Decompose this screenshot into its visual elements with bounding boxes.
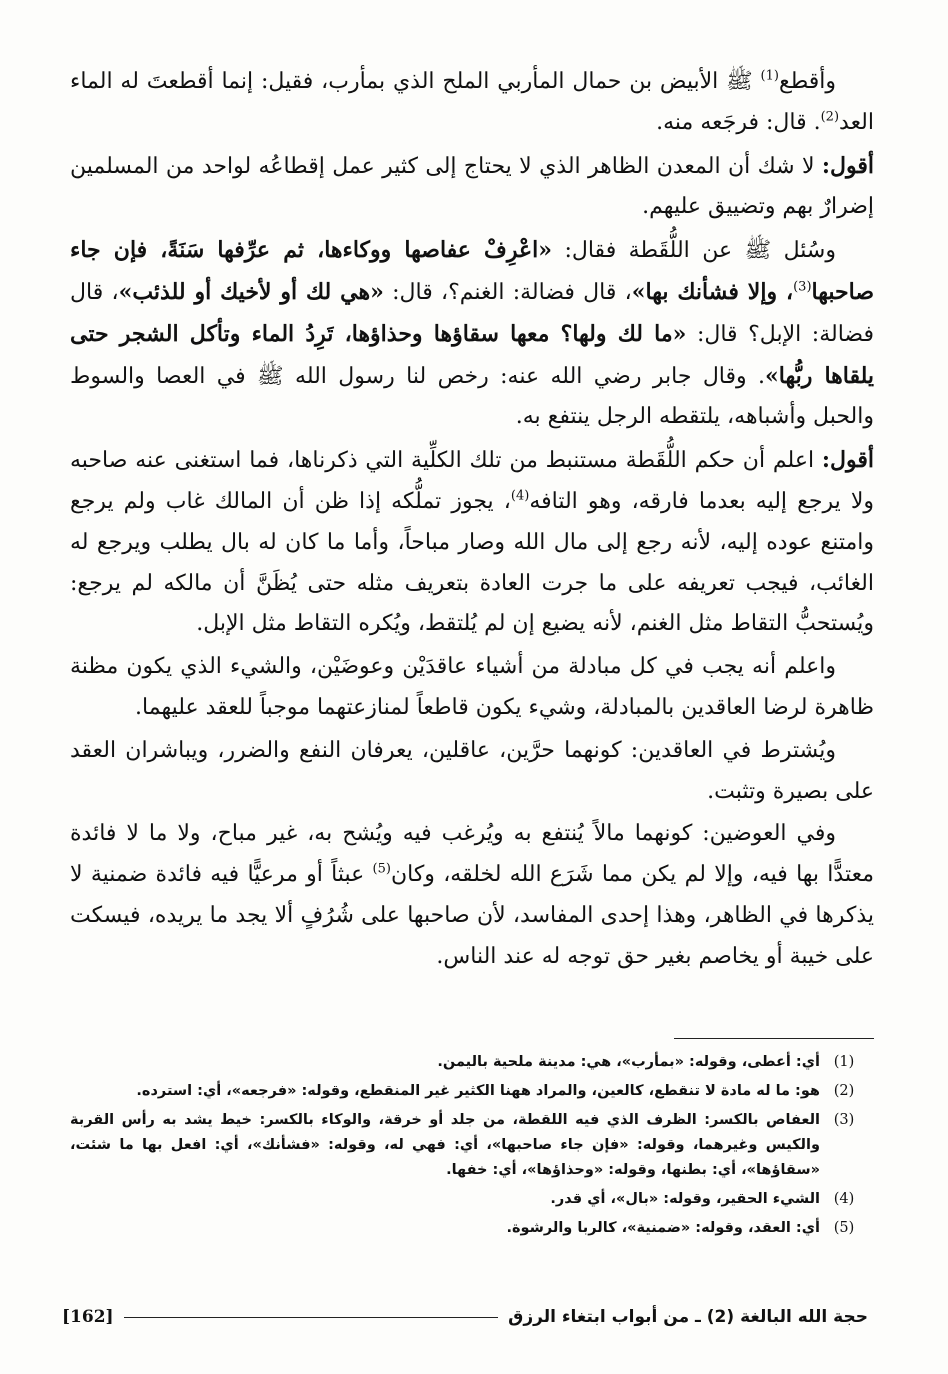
text-run: وأقطع bbox=[778, 69, 836, 94]
text-run: . وقال جابر رضي الله عنه: رخص لنا رسول الله ﷺ في العصا والسوط والحبل وأشباهه، يلتقطه الرجل ينتفع به. bbox=[70, 363, 874, 430]
text-run: ﷺ الأبيض بن حمال المأربي الملح الذي بمأرب، فقيل: إنما أقطعتَ له الماء العد bbox=[70, 69, 874, 135]
footnote-marker: (2) bbox=[820, 109, 840, 125]
footnote-item bbox=[70, 1108, 868, 1183]
text-run: اعلم أن حكم اللُّقَطة مستنبط من تلك الكلِّية التي ذكرناها، فما استغنى عنه صاحبه ولا يرجع إليه بعدما فارقه، وهو التافه bbox=[70, 448, 874, 514]
text-run: وسُئل ﷺ عن اللُّقَطة فقال: bbox=[551, 238, 836, 264]
footnote-number: (4) bbox=[833, 1191, 855, 1207]
emphasized-text: ، وإلا فشأنك بها» bbox=[631, 278, 794, 305]
paragraph bbox=[70, 814, 874, 977]
text-run: وفي العوضين: كونهما مالاً يُنتفع به ويُرغب فيه ويُشح به، غير مباح، ولا ما لا فائدة معتدًّا بها فيه، وإلا لم يكن مما شَرَع الله لخلقه، وكان bbox=[70, 821, 875, 888]
paragraph bbox=[70, 647, 874, 729]
main-text bbox=[70, 62, 874, 980]
footnote-item bbox=[70, 1187, 868, 1212]
footnotes bbox=[70, 1050, 868, 1245]
paragraph bbox=[70, 440, 874, 645]
footnote-item bbox=[70, 1079, 868, 1104]
footnote-item bbox=[70, 1050, 868, 1075]
emphasized-text: أقول: bbox=[821, 447, 874, 474]
paragraph bbox=[70, 230, 874, 438]
paragraph bbox=[70, 62, 874, 144]
footnote-text: أي: أعطى، وقوله: «بمأرب»، هي: مدينة ملحية باليمن. bbox=[437, 1054, 820, 1070]
footnote-marker: (1) bbox=[760, 68, 779, 84]
footnote-marker: (5) bbox=[372, 861, 391, 877]
running-title: حجة الله البالغة (2) ـ من أبواب ابتغاء الرزق bbox=[508, 1307, 868, 1327]
paragraph bbox=[70, 146, 874, 229]
footnote-divider bbox=[674, 1038, 874, 1039]
footnote-text: هو: ما له مادة لا تنقطع، كالعين، والمراد ههنا الكثير غير المنقطع، وقوله: «فرجعه»، أي: استرده. bbox=[136, 1083, 820, 1099]
text-run: ، يجوز تملُّكه إذا ظن أن المالك غاب ولم يرجع وامتنع عوده إليه، لأنه رجع إلى مال الله وصار مباحاً، وأما ما كان له بال يطلب ويرجع له الغائب، فيجب تعريفه على ما جرت العادة بتعريف مثله حتى يُظَنَّ أن مالكه لم يرجع: ويُستحبُّ التقاط مثل الغنم، لأنه يضيع إن لم يُلتقط، ويُكره التقاط مثل الإبل. bbox=[70, 488, 874, 637]
emphasized-text: «ما لك ولها؟ معها سقاؤها وحذاؤها، تَرِدُ الماء وتأكل الشجر حتى يلقاها ربُّها» bbox=[70, 320, 874, 389]
footnote-number: (3) bbox=[833, 1112, 855, 1128]
text-run: عبثاً أو مرعيًّا فيه فائدة ضمنية لا يذكرها في الظاهر، وهذا إحدى المفاسد، لأن صاحبها على شُرُفٍ ألا يجد ما يريده، فيسكت على خيبة أو يخاصم بغير حق توجه له عند الناس. bbox=[70, 862, 874, 969]
footnote-item bbox=[70, 1216, 868, 1241]
footnote-text: الشيء الحقير، وقوله: «بال»، أي قدر. bbox=[550, 1191, 820, 1207]
footnote-number: (2) bbox=[833, 1083, 855, 1099]
footer-divider bbox=[124, 1317, 499, 1318]
text-run: لا شك أن المعدن الظاهر الذي لا يحتاج إلى كثير عمل إقطاعُه لواحد من المسلمين إضرارٌ بهم وتضييق عليهم. bbox=[70, 153, 874, 220]
emphasized-text: «اعْرِفْ عفاصها ووكاءها، ثم عرِّفها سَنَةً، فإن جاء صاحبها bbox=[70, 237, 874, 305]
footnote-number: (1) bbox=[833, 1054, 855, 1070]
text-run: ، قال فضالة: الإبل؟ قال: bbox=[70, 279, 874, 347]
page-number: [162] bbox=[62, 1307, 114, 1327]
footnote-number: (5) bbox=[833, 1220, 855, 1236]
footnote-text: العفاص بالكسر: الظرف الذي فيه اللقطة، من جلد أو خرقة، والوكاء بالكسر: خيط يشد به رأس القربة والكيس وغيرهما، وقوله: «فإن جاء صاحبها»، أي: فهي له، وقوله: «فشأنك»، أي: افعل بها ما شئت، «سقاؤها»، أي: بطنها، وقوله: «وحذاؤها»، أي: خفها. bbox=[70, 1112, 820, 1178]
text-run: واعلم أنه يجب في كل مبادلة من أشياء عاقدَيْن وعوضَيْن، والشيء الذي يكون مظنة ظاهرة لرضا العاقدين بالمبادلة، وشيء يكون قاطعاً لمنازعتهما موجباً للعقد عليهما. bbox=[70, 654, 874, 720]
text-run: ويُشترط في العاقدين: كونهما حرَّين، عاقلين، يعرفان النفع والضرر، ويباشران العقد على بصيرة وتثبت. bbox=[70, 737, 874, 804]
page-footer bbox=[62, 1302, 868, 1332]
emphasized-text: «هي لك أو لأخيك أو للذئب» bbox=[118, 278, 384, 305]
text-run: ، قال فضالة: الغنم؟، قال: bbox=[383, 279, 632, 305]
paragraph bbox=[70, 731, 874, 813]
text-run: . قال: فرجَعه منه. bbox=[656, 109, 821, 135]
footnote-text: أي: العقد، وقوله: «ضمنية»، كالربا والرشوة. bbox=[506, 1220, 820, 1236]
footnote-marker: (3) bbox=[793, 279, 812, 295]
emphasized-text: أقول: bbox=[821, 152, 874, 179]
footnote-marker: (4) bbox=[510, 488, 530, 504]
